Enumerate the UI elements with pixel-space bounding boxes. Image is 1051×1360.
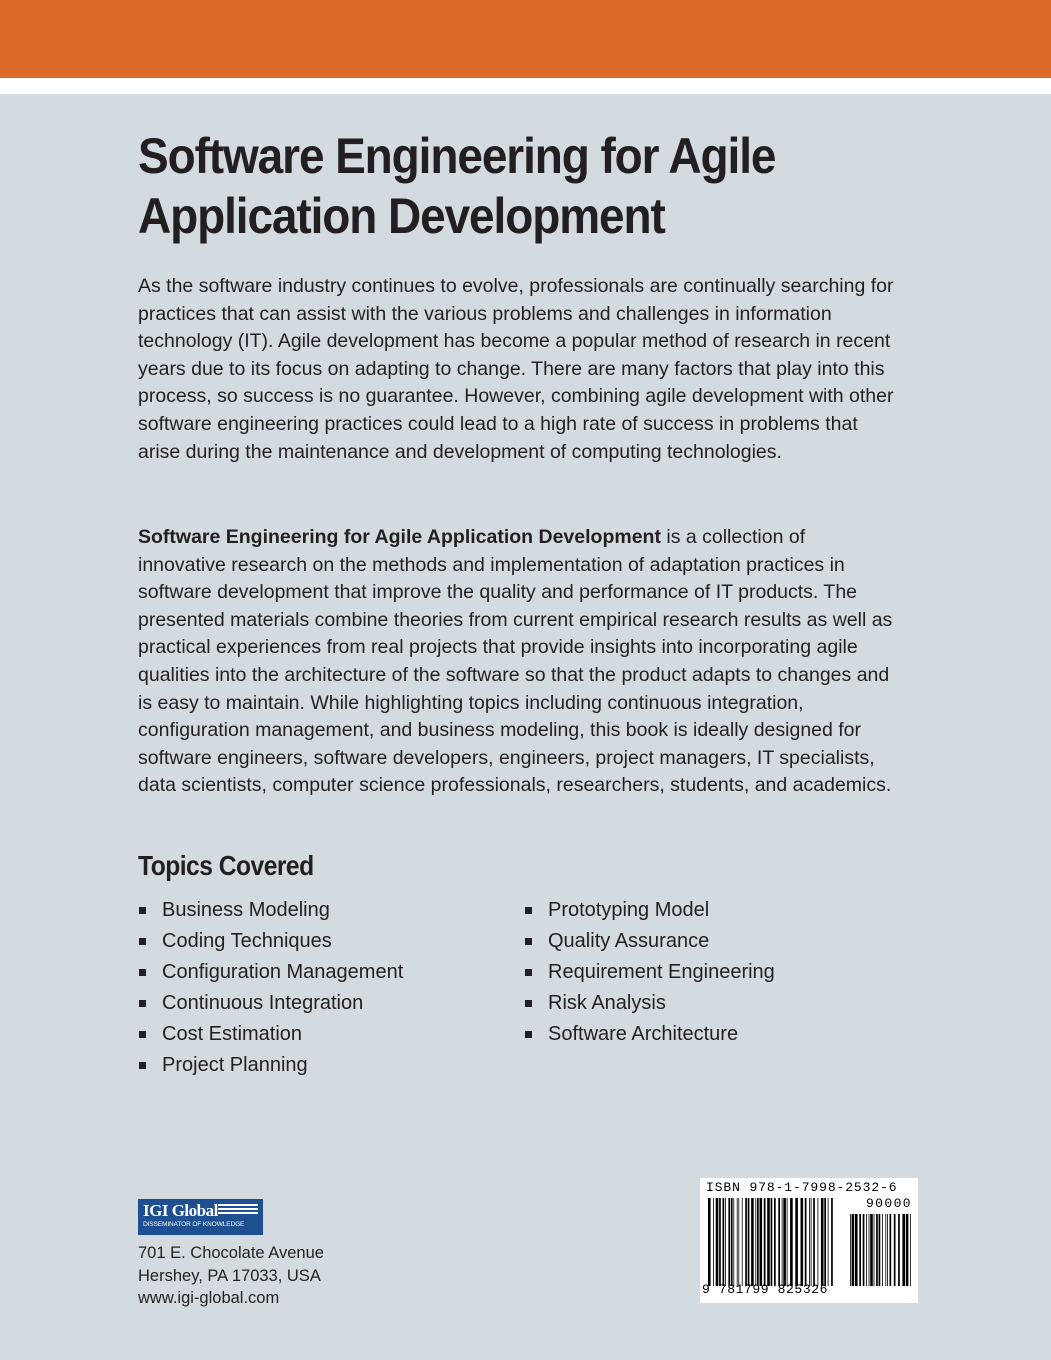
barcode-bar — [824, 1198, 826, 1286]
barcode-bar — [719, 1198, 721, 1286]
barcode-bar — [874, 1214, 875, 1286]
barcode-bar — [771, 1198, 773, 1286]
address-city: Hershey, PA 17033, USA — [138, 1266, 321, 1285]
topics-column-1 — [138, 896, 403, 1082]
igi-global-logo — [138, 1199, 263, 1235]
barcode-bar — [795, 1198, 798, 1286]
topic-item: Quality Assurance — [524, 927, 775, 958]
barcode-bar — [906, 1214, 909, 1286]
barcode-bar — [764, 1198, 766, 1286]
barcode-bar — [737, 1198, 738, 1286]
barcode-bar — [757, 1198, 759, 1286]
barcode-bar — [879, 1214, 881, 1286]
barcode-bar — [760, 1198, 763, 1286]
barcode-bar — [882, 1214, 883, 1286]
barcode-bar — [809, 1198, 810, 1286]
topic-item: Business Modeling — [138, 896, 403, 927]
ean-barcode-bars — [708, 1198, 836, 1286]
publisher-website: www.igi-global.com — [138, 1289, 280, 1307]
barcode-bar — [910, 1214, 911, 1286]
barcode-bar — [890, 1214, 892, 1286]
barcode-bar — [755, 1198, 756, 1286]
barcode-bar — [716, 1198, 719, 1286]
topic-item: Prototyping Model — [524, 896, 775, 927]
addon-barcode-bars — [850, 1214, 912, 1286]
barcode-bar — [805, 1198, 807, 1286]
topics-heading: Topics Covered — [138, 850, 314, 881]
topic-item: Cost Estimation — [138, 1020, 403, 1051]
barcode-bar — [866, 1214, 867, 1286]
barcode-bar — [748, 1198, 750, 1286]
barcode-bar — [725, 1198, 726, 1286]
logo-tagline: DISSEMINATOR OF KNOWLEDGE — [143, 1221, 245, 1228]
book-title — [138, 126, 892, 246]
barcode-bar — [745, 1198, 747, 1286]
topic-item: Configuration Management — [138, 958, 403, 989]
barcode-bar — [801, 1198, 804, 1286]
barcode-bar — [887, 1214, 888, 1286]
barcode-bar — [852, 1214, 855, 1286]
ean-digits: 9 781799 825326 — [702, 1282, 829, 1297]
barcode-bar — [733, 1198, 734, 1286]
barcode-bar — [728, 1198, 730, 1286]
isbn-barcode — [700, 1178, 918, 1303]
barcode-bar — [811, 1198, 812, 1286]
logo-stripes-icon — [218, 1204, 258, 1216]
address-street: 701 E. Chocolate Avenue — [138, 1244, 324, 1262]
barcode-bar — [894, 1214, 896, 1286]
barcode-bar — [787, 1198, 788, 1286]
barcode-bar — [898, 1214, 900, 1286]
barcode-bar — [778, 1198, 780, 1286]
paragraph-book-title: Software Engineering for Agile Application Development — [138, 526, 661, 548]
barcode-bar — [859, 1214, 861, 1286]
barcode-bar — [863, 1214, 865, 1286]
barcode-bar — [818, 1198, 819, 1286]
barcode-bar — [783, 1198, 786, 1286]
barcode-bar — [713, 1198, 714, 1286]
barcode-bar — [751, 1198, 754, 1286]
barcode-bar — [782, 1198, 783, 1286]
topic-item: Software Architecture — [524, 1020, 775, 1051]
top-orange-band — [0, 0, 1051, 78]
barcode-bar — [870, 1214, 873, 1286]
barcode-bar — [767, 1198, 770, 1286]
isbn-label: ISBN 978-1-7998-2532-6 — [706, 1180, 898, 1195]
barcode-bar — [813, 1198, 815, 1286]
topic-item: Coding Techniques — [138, 927, 403, 958]
topic-item: Risk Analysis — [524, 989, 775, 1020]
barcode-bar — [821, 1198, 824, 1286]
topic-item: Project Planning — [138, 1051, 403, 1082]
publisher-address — [138, 1242, 324, 1310]
description-paragraph-1: As the software industry continues to evolve, professionals are continually searching for practices that can assist with the various problems and challenges in information technology (IT). Agile development has become a popular method of research in recent years due to its focus on adapting to change. There are many factors that play into this process, so success is no guarantee. However, combining agile development with other software engineering practices could lead to a high rate of success in problems that arise during the maintenance and development of computing technologies. — [138, 275, 894, 463]
barcode-bar — [742, 1198, 743, 1286]
price-code: 90000 — [865, 1196, 912, 1211]
logo-name: IGI Global — [143, 1201, 218, 1220]
barcode-bar — [774, 1198, 776, 1286]
barcode-bar — [738, 1198, 739, 1286]
barcode-bar — [850, 1214, 851, 1286]
topic-item: Requirement Engineering — [524, 958, 775, 989]
barcode-bar — [831, 1198, 833, 1286]
barcode-bar — [855, 1214, 858, 1286]
paragraph-2-body: is a collection of innovative research on the methods and implementation of adaptation practices in software development that improve the quality and performance of IT products. The presented materials combine theories from current empirical research results as well as practical experiences from real projects that provide insights into incorporating agile qualities into the architecture of the software so that the product adapts to changes and is easy to maintain. While highlighting topics including continuous integration, configuration management, and business modeling, this book is ideally designed for software engineers, software developers, engineers, project managers, IT specialists, data scientists, computer science professionals, researchers, students, and academics. — [138, 526, 893, 797]
topics-column-2 — [524, 896, 775, 1051]
barcode-bar — [790, 1198, 793, 1286]
white-divider-strip — [0, 78, 1051, 94]
barcode-bar — [708, 1198, 711, 1286]
description-paragraph-2 — [138, 524, 898, 800]
barcode-bar — [876, 1214, 878, 1286]
barcode-bar — [731, 1198, 733, 1286]
title-line-2: Application Development — [138, 188, 665, 244]
barcode-bar — [723, 1198, 725, 1286]
barcode-bar — [885, 1214, 886, 1286]
barcode-bar — [828, 1198, 829, 1286]
barcode-bar — [869, 1214, 870, 1286]
topic-item: Continuous Integration — [138, 989, 403, 1020]
title-line-1: Software Engineering for Agile — [138, 128, 776, 184]
barcode-bar — [902, 1214, 905, 1286]
